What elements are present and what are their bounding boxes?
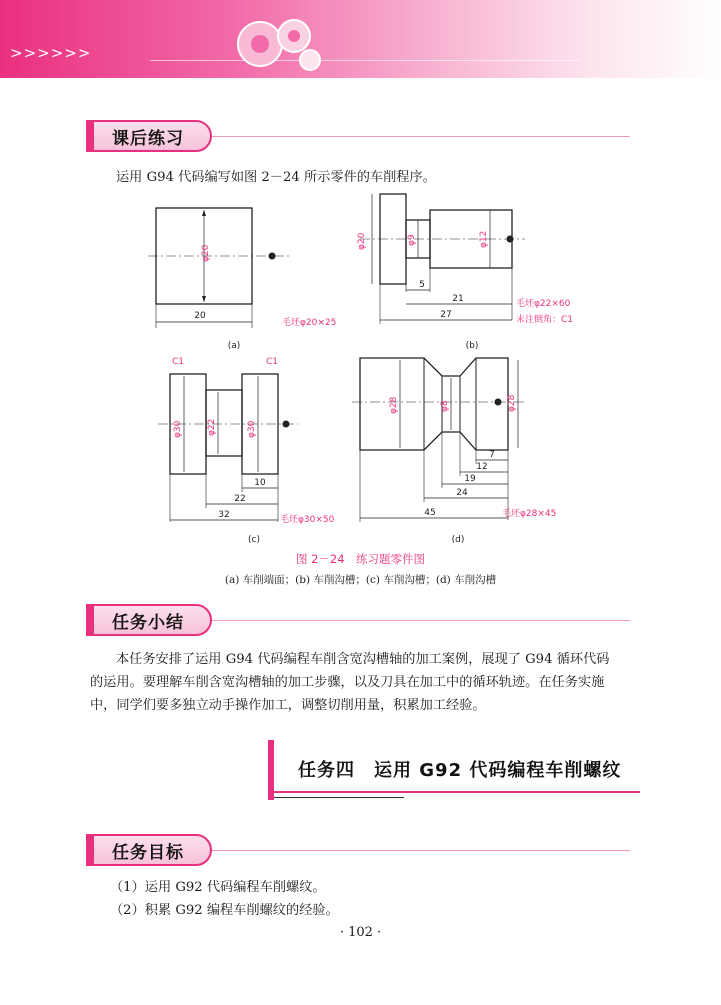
c-dim-d3: φ30 <box>247 420 257 438</box>
goal-list <box>110 876 339 922</box>
task-underline-thin <box>274 797 404 798</box>
figure-b <box>350 188 620 358</box>
d-dim-24: 24 <box>456 488 468 498</box>
exercise-heading <box>92 120 212 152</box>
d-dim-7: 7 <box>489 450 495 460</box>
b-chamfer: 未注倒角：C1 <box>516 315 574 325</box>
summary-line-2: 的运用。要理解车削含宽沟槽轴的加工步骤，以及刀具在加工中的循环轨迹。在任务实施 <box>90 675 605 690</box>
goal-title: 任务目标 <box>92 834 212 866</box>
page-number: · 102 · <box>339 925 382 940</box>
d-dim-d3: φ28 <box>507 394 517 412</box>
c-dim-32: 32 <box>218 510 230 520</box>
exercise-rule <box>210 136 630 137</box>
c-dim-d1: φ30 <box>173 420 183 438</box>
d-dim-d1: φ28 <box>389 396 399 414</box>
task-underline <box>274 791 640 793</box>
task-heading <box>268 740 648 800</box>
summary-heading <box>92 604 212 636</box>
figure-subcaption: (a) 车削端面；(b) 车削沟槽；(c) 车削沟槽；(d) 车削沟槽 <box>224 574 497 586</box>
d-dim-19: 19 <box>464 474 476 484</box>
figure-caption: 图 2－24 练习题零件图 <box>295 552 426 566</box>
figure-d <box>352 352 612 546</box>
b-dim-d2: φ9 <box>407 234 417 246</box>
figure-a <box>140 200 360 360</box>
header-arrows: >>>>>> <box>10 44 92 62</box>
b-dim-d3: φ12 <box>479 230 489 248</box>
a-dim-length: 20 <box>194 311 206 321</box>
figure-c <box>150 352 370 546</box>
c-dim-d2: φ22 <box>207 418 217 436</box>
c-stock: 毛坯φ30×50 <box>280 515 335 525</box>
d-dim-12: 12 <box>476 462 488 472</box>
d-dim-d2: φ8 <box>440 400 450 412</box>
a-label: (a) <box>227 341 241 351</box>
goal-rule <box>210 850 630 851</box>
gears-icon <box>228 6 328 76</box>
b-dim-21: 21 <box>452 294 464 304</box>
goal-heading <box>92 834 212 866</box>
c-dim-22: 22 <box>234 494 246 504</box>
header-line <box>150 60 580 61</box>
goal-item-1: （1）运用 G92 代码编程车削螺纹。 <box>110 880 326 895</box>
c-c1-right: C1 <box>266 357 279 367</box>
summary-title: 任务小结 <box>92 604 212 636</box>
d-label: (d) <box>451 535 465 545</box>
goal-item-2: （2）积累 G92 编程车削螺纹的经验。 <box>110 903 339 918</box>
c-c1-left: C1 <box>172 357 185 367</box>
summary-rule <box>210 620 630 621</box>
c-label: (c) <box>248 535 260 545</box>
summary-line-3: 中，同学们要多独立动手操作加工，调整切削用量，积累加工经验。 <box>90 698 486 713</box>
page-header <box>0 0 721 78</box>
b-label: (b) <box>465 341 479 351</box>
summary-paragraph <box>90 648 650 717</box>
a-stock: 毛坯φ20×25 <box>282 318 337 328</box>
b-dim-d1: φ20 <box>357 232 367 250</box>
c-dim-10: 10 <box>254 478 266 488</box>
d-dim-45: 45 <box>424 508 436 518</box>
a-dim-dia: φ20 <box>201 244 211 262</box>
summary-line-1: 本任务安排了运用 G94 代码编程车削含宽沟槽轴的加工案例，展现了 G94 循环代码 <box>116 652 610 667</box>
b-dim-27: 27 <box>440 310 452 320</box>
exercise-text: 运用 G94 代码编写如图 2－24 所示零件的车削程序。 <box>116 170 436 185</box>
b-dim-5: 5 <box>419 280 425 290</box>
exercise-title: 课后练习 <box>92 120 212 152</box>
task-title: 任务四 运用 G92 代码编程车削螺纹 <box>298 760 622 781</box>
b-stock: 毛坯φ22×60 <box>516 299 571 309</box>
d-stock: 毛坯φ28×45 <box>502 509 557 519</box>
